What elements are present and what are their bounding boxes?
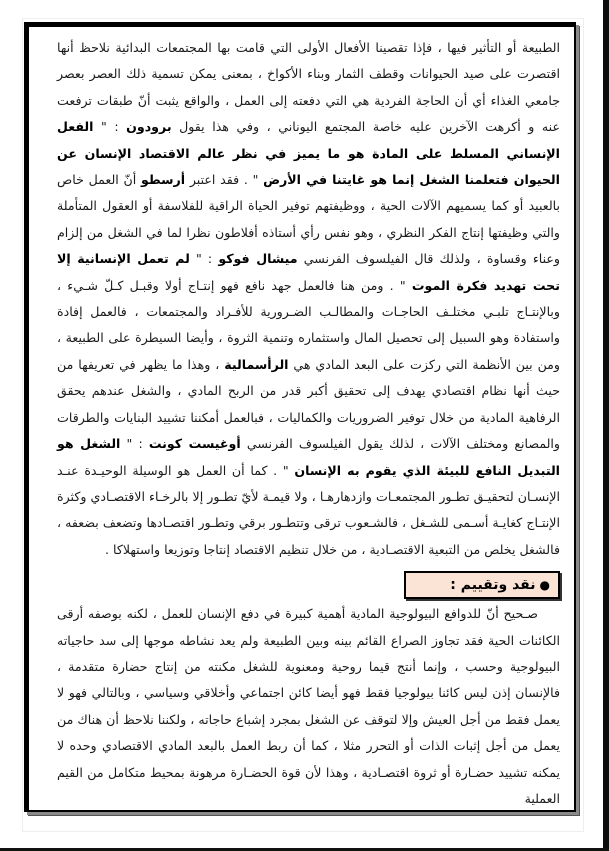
body-text: ، وهذا ما يظهر في تعريفها من حيث أنها نظام اقتصادي يهدف إلى تحقيق أكبر قدر من الربح المادي ، والشغل عندهم يحقق الرفاهية المادية من خلال توفير الضروريات والكماليات ، فبالعمل أمكننا تشييد البنايات والطرقات والمصانع ومختلف الآلات ، لذلك يقول الفيلسوف الفرنسي: [57, 356, 561, 452]
body-text: " . فقد اعتبر: [185, 172, 264, 188]
section-heading-text: نقد وتقييم :: [450, 577, 536, 594]
body-text: الطبيعة أو التأثير فيها ، فإذا تقصينا الأفعال الأولى التي قامت بها المجتمعات البدائية نلاحظ أنها اقتصرت على صيد الحيوانات وقطف الثمار وبناء الأكواخ ، بمعنى يمكن تسمية ذلك العصر بعصر جامعي الغذاء أي أن الحاجة الفردية هي التي دفعته إلى العمل ، والواقع يثبت أنّ طبقات ترفعت عنه و أكرهت الآخرين عليه خاصة المجتمع اليوناني ، وفي هذا يقول: [57, 40, 560, 135]
right-edge-bar: [603, 0, 609, 851]
body-text: : ": [189, 251, 219, 267]
emphasized-text: ميشال فوكو: [218, 251, 298, 267]
emphasized-text: أرسطو: [141, 172, 186, 188]
section-heading-row: [57, 571, 560, 599]
document-frame: [24, 22, 576, 812]
section-heading-critique: [404, 571, 560, 599]
document-body: [57, 35, 560, 812]
body-text: " . كما أن العمل هو الوسيلة الوحيـدة عنـد الإنسـان لتحقيـق تطـور المجتمعـات وازدهارهـا ، ولا قيمـة لأيّ تطـور إلا بالرخـاء الاقتصـادي وكثرة الإنتـاج كغايـة أسـمى للشـغل ، فالشـعوب ترقى وتتطـور برقي وتطـور اقتصـادها وتضعف بضعفه ، فالشغل يخلص من التبعية الاقتصـادية ، من خلال تنظيم الاقتصاد إنتاجا وتوزيعا واستهلاكا .: [57, 462, 560, 557]
paragraph-critique: [57, 601, 560, 812]
body-text: : ": [93, 119, 127, 135]
emphasized-text: لم تعمل الإنسانية إلا تحت تهديد فكرة الموت: [57, 251, 560, 293]
emphasized-text: الشغل هو التبديل النافع للبيئة الذي يقوم به الإنسان: [57, 436, 561, 478]
body-text: أنّ العمل خاص بالعبيد أو كما يسميهم الآلات الحية ، ووظيفتهم توفير الحياة الراقية للفلاسفة أو العقول المتأملة والتي وظيفتها إنتاج الفكر النظري ، وهو نفس رأي أستاذه أفلاطون نظرا لما في الشغل من إلزام وعناء وقساوة ، ولذلك قال الفيلسوف الفرنسي: [57, 172, 561, 267]
emphasized-text: برودون: [126, 119, 172, 135]
body-text: " . ومن هنا فالعمل جهد نافع فهو إنتـاج أولا وقبـل كـلّ شـيء ، وبالإنتـاج تلبـي مختلـف الحاجـات والمطالـب الضـرورية للأفـراد والمجتمعات ، فالعمل إفادة واستفادة وهو السبيل إلى تحصيل المال واستثماره وتنمية الثروة ، وأيضا السيطرة على الطبيعة ، ومن بين الأنظمة التي ركزت على البعد المادي هي: [57, 277, 560, 372]
paragraph-work-material-dimension: [57, 35, 560, 563]
emphasized-text: أوغيست كونت: [148, 436, 241, 452]
emphasized-text: الفعل الإنساني المسلط على المادة هو ما يميز في نظر عالم الاقتصاد الإنسان عن الحيوان فتعلمنا الشغل إنما هو غايتنا في الأرض: [57, 119, 560, 188]
body-text: صـحيح أنّ للدوافع البيولوجية المادية أهمية كبيرة في دفع الإنسان للعمل ، لكنه بوصفه أرقى الكائنات الحية فقد تجاوز الصراع القائم بينه وبين الطبيعة ولم يعد نشاطه موجها إلى سد حاجياته البيولوجية وحسب ، وإنما أنتج قيما روحية ومعنوية للشغل مكنته من إنتاج حضارة متقدمة ، فالإنسان إذن ليس كائنا بيولوجيا فقط فهو أيضا كائن اجتماعي وأخلاقي وسياسي ، وبالتالي فهو لا يعمل فقط من أجل العيش وإلا لتوقف عن الشغل بمجرد إشباع حاجاته ، ولكننا نلاحظ أن هناك من يعمل من أجل إثبات الذات أو التحرر مثلا ، كما أن ربط العمل بالبعد المادي الاقتصادي وحده لا يمكنه تشييد حضـارة أو ثروة اقتصـادية ، وهذا لأن قوة الحضـارة مرهونة بمحيط متكامل من القيم العملية: [57, 606, 560, 806]
body-text: : ": [120, 436, 149, 452]
bullet-icon: ●: [539, 578, 550, 593]
emphasized-text: الرأسمالية: [224, 356, 289, 372]
